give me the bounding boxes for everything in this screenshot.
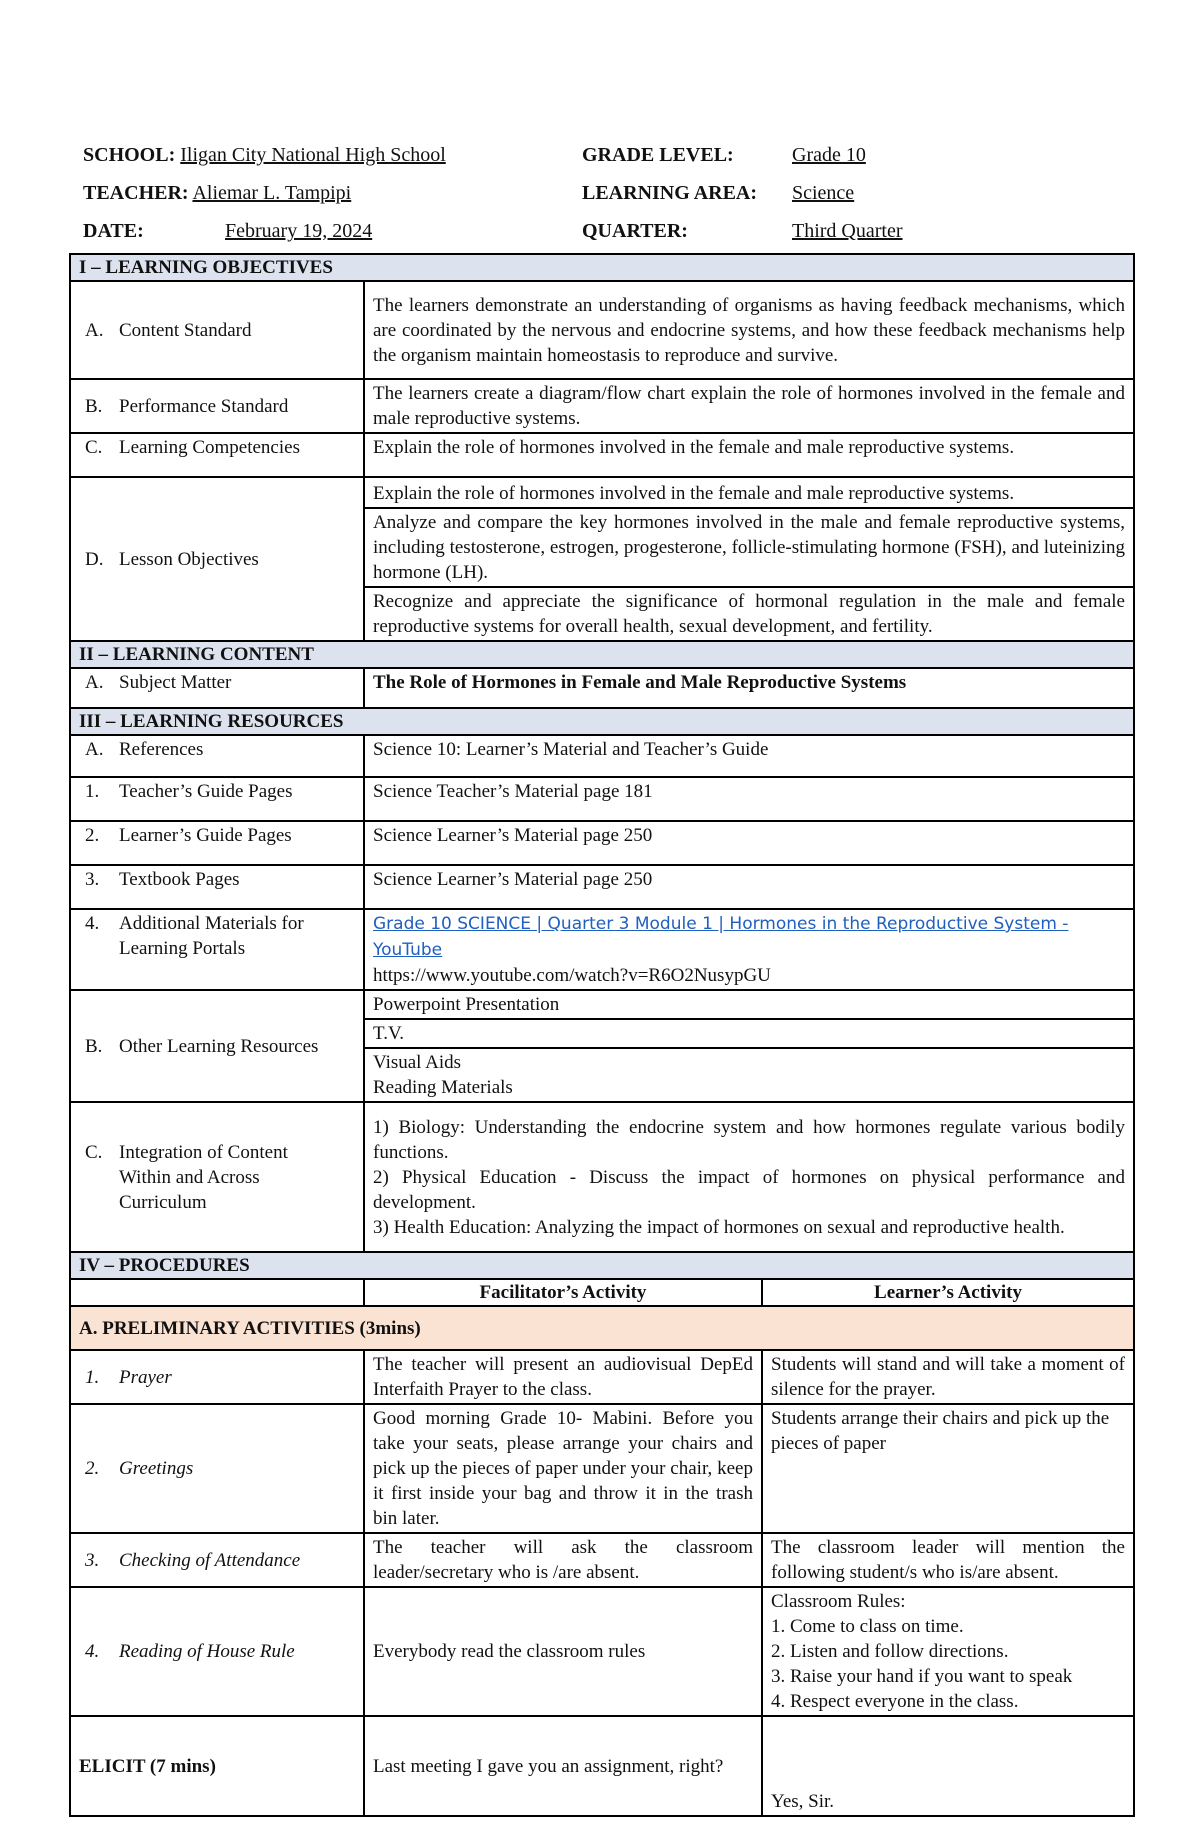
greetings-label: 2. Greetings: [70, 1404, 364, 1533]
lesson-table: [69, 253, 1135, 1817]
quarter-label: QUARTER:: [582, 220, 688, 242]
other-resources-label: B. Other Learning Resources: [70, 990, 364, 1102]
area-value: Science: [792, 182, 855, 204]
performance-standard-text: The learners create a diagram/flow chart explain the role of hormones involved in the female and male reproductive systems.: [364, 379, 1134, 433]
area-label: LEARNING AREA:: [582, 182, 758, 204]
youtube-video-link[interactable]: Grade 10 SCIENCE | Quarter 3 Module 1 | Hormones in the Reproductive System - YouTube: [373, 914, 1069, 960]
facilitator-column-header: Facilitator’s Activity: [364, 1279, 762, 1306]
textbook-pages-text: Science Learner’s Material page 250: [364, 865, 1134, 909]
quarter-value: Third Quarter: [792, 220, 903, 242]
procedures-blank-header: [70, 1279, 364, 1306]
integration-text: 1) Biology: Understanding the endocrine system and how hormones regulate various bodily functions. 2) Physical Education - Discuss the impact of hormones on physical performance and development. 3) Health Education: Analyzing the impact of hormones on sexual and reproductive health.: [364, 1102, 1134, 1252]
references-label: A. References: [70, 735, 364, 777]
date-label: DATE:: [83, 220, 144, 242]
section-resources: III – LEARNING RESOURCES: [70, 708, 1134, 735]
prayer-facilitator: The teacher will present an audiovisual DepEd Interfaith Prayer to the class.: [364, 1350, 762, 1404]
subject-matter-text: The Role of Hormones in Female and Male Reproductive Systems: [364, 668, 1134, 708]
references-text: Science 10: Learner’s Material and Teacher’s Guide: [364, 735, 1134, 777]
prayer-label: 1. Prayer: [70, 1350, 364, 1404]
performance-standard-label: B. Performance Standard: [70, 379, 364, 433]
elicit-label: ELICIT (7 mins): [70, 1716, 364, 1816]
grade-value: Grade 10: [792, 144, 866, 166]
lesson-objective-3: Recognize and appreciate the significance of hormonal regulation in the male and female reproductive systems for overall health, sexual development, and fertility.: [364, 587, 1134, 641]
attendance-learner: The classroom leader will mention the following student/s who is/are absent.: [762, 1533, 1134, 1587]
prayer-learner: Students will stand and will take a moment of silence for the prayer.: [762, 1350, 1134, 1404]
house-rule-facilitator: Everybody read the classroom rules: [364, 1587, 762, 1716]
tg-pages-text: Science Teacher’s Material page 181: [364, 777, 1134, 821]
teacher-value: Aliemar L. Tampipi: [192, 182, 352, 204]
attendance-facilitator: The teacher will ask the classroom leader/secretary who is /are absent.: [364, 1533, 762, 1587]
other-resource-visual-reading: Visual Aids Reading Materials: [364, 1048, 1134, 1102]
section-procedures: IV – PROCEDURES: [70, 1252, 1134, 1279]
competencies-label: C. Learning Competencies: [70, 433, 364, 477]
tg-pages-label: 1. Teacher’s Guide Pages: [70, 777, 364, 821]
house-rules-list: Classroom Rules: 1. Come to class on time. 2. Listen and follow directions. 3. Raise your hand if you want to speak 4. Respect everyone in the class.: [762, 1587, 1134, 1716]
content-standard-label: A. Content Standard: [70, 281, 364, 379]
youtube-url: https://www.youtube.com/watch?v=R6O2NusypGU: [373, 965, 771, 986]
school-label: SCHOOL:: [83, 144, 176, 166]
greetings-learner: Students arrange their chairs and pick up the pieces of paper: [762, 1404, 1134, 1533]
date-value: February 19, 2024: [225, 220, 373, 242]
additional-materials-cell: [364, 909, 1134, 990]
subject-matter-label: A. Subject Matter: [70, 668, 364, 708]
content-standard-text: The learners demonstrate an understanding of organisms as having feedback mechanisms, which are coordinated by the nervous and endocrine systems, and how these feedback mechanisms help the organism maintain homeostasis to reproduce and survive.: [364, 281, 1134, 379]
lesson-objective-2: Analyze and compare the key hormones involved in the male and female reproductive systems, including testosterone, estrogen, progesterone, follicle-stimulating hormone (FSH), and luteinizing hormone (LH).: [364, 508, 1134, 587]
lg-pages-label: 2. Learner’s Guide Pages: [70, 821, 364, 865]
lesson-objective-1: Explain the role of hormones involved in the female and male reproductive systems.: [364, 477, 1134, 508]
textbook-pages-label: 3. Textbook Pages: [70, 865, 364, 909]
teacher-label: TEACHER:: [83, 182, 189, 204]
grade-label: GRADE LEVEL:: [582, 144, 734, 166]
section-objectives: I – LEARNING OBJECTIVES: [70, 254, 1134, 281]
preliminary-activities: A. PRELIMINARY ACTIVITIES (3mins): [70, 1306, 1134, 1350]
other-resource-tv: T.V.: [364, 1019, 1134, 1048]
learner-column-header: Learner’s Activity: [762, 1279, 1134, 1306]
lesson-objectives-label: D. Lesson Objectives: [70, 477, 364, 641]
section-content: II – LEARNING CONTENT: [70, 641, 1134, 668]
integration-label: C. Integration of Content Within and Across Curriculum: [70, 1102, 364, 1252]
additional-materials-label: 4. Additional Materials for Learning Portals: [70, 909, 364, 990]
greetings-facilitator: Good morning Grade 10- Mabini. Before you take your seats, please arrange your chairs and pick up the pieces of paper under your chair, keep it first inside your bag and throw it in the trash bin later.: [364, 1404, 762, 1533]
attendance-label: 3. Checking of Attendance: [70, 1533, 364, 1587]
competencies-text: Explain the role of hormones involved in the female and male reproductive systems.: [364, 433, 1134, 477]
school-value: Iligan City National High School: [180, 144, 446, 166]
header: [83, 140, 1133, 254]
lg-pages-text: Science Learner’s Material page 250: [364, 821, 1134, 865]
house-rule-label: 4. Reading of House Rule: [70, 1587, 364, 1716]
elicit-facilitator: Last meeting I gave you an assignment, right?: [364, 1716, 762, 1816]
elicit-learner: Yes, Sir.: [762, 1716, 1134, 1816]
other-resource-powerpoint: Powerpoint Presentation: [364, 990, 1134, 1019]
